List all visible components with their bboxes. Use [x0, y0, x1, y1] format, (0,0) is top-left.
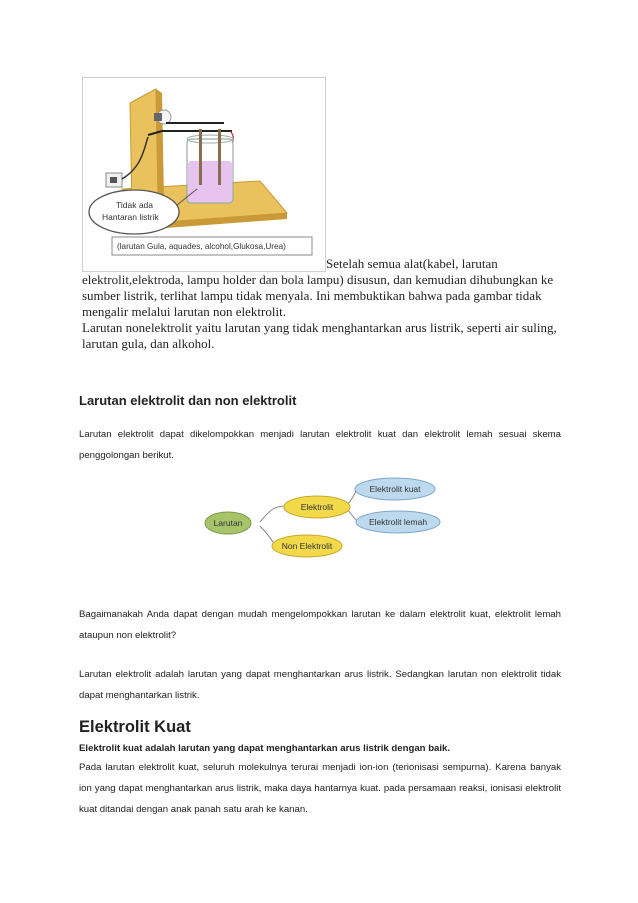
node-elektrolit-label: Elektrolit	[300, 502, 334, 512]
callout-label-top: Tidak ada	[116, 200, 154, 210]
classification-diagram	[190, 470, 450, 560]
electrode-right	[218, 129, 221, 185]
electrode-left	[199, 129, 202, 185]
paragraph-strong-electrolyte-definition: Elektrolit kuat adalah larutan yang dapat menghantarkan arus listrik dengan baik.	[79, 743, 451, 754]
solution-liquid	[188, 161, 232, 202]
figure-caption-inline: Setelah semua alat(kabel, larutan	[326, 256, 498, 271]
paragraph-question: Bagaimanakah Anda dapat dengan mudah mengelompokkan larutan ke dalam elektrolit kuat, elektrolit lemah ataupun non elektrolit?	[79, 609, 561, 641]
solution-list-text: (larutan Gula, aquades, alcohol,Glukosa,Urea)	[117, 242, 286, 251]
paragraph-nonelectrolyte-definition: Larutan nonelektrolit yaitu larutan yang tidak menghantarkan arus listrik, seperti air suling, larutan gula, dan alkohol.	[82, 320, 557, 351]
node-elektrolit-lemah-label: Elektrolit lemah	[368, 517, 428, 527]
section-heading-elektrolit-kuat: Elektrolit Kuat	[79, 718, 191, 736]
paragraph-observation: elektrolit,elektroda, lampu holder dan bola lampu) disusun, dan kemudian dihubungkan ke sumber listrik, terlihat lampu tidak menyala. Ini membuktikan bahwa pada gambar tidak mengalir melalui larutan non elektrolit.	[82, 272, 554, 319]
section-heading-larutan: Larutan elektrolit dan non elektrolit	[79, 393, 297, 408]
paragraph-electrolyte-definition: Larutan elektrolit adalah larutan yang dapat menghantarkan arus listrik. Sedangkan larutan non elektrolit tidak dapat menghantarkan listrik.	[79, 669, 561, 701]
callout-label-bottom: Hantaran listrik	[102, 212, 159, 222]
node-larutan-label: Larutan	[213, 518, 243, 528]
apparatus-figure	[82, 77, 326, 272]
paragraph-classification-intro: Larutan elektrolit dapat dikelompokkan menjadi larutan elektrolit kuat dan elektrolit lemah sesuai skema penggolongan berikut.	[79, 429, 561, 461]
node-non-elektrolit-label: Non Elektrolit	[281, 541, 333, 551]
paragraph-strong-electrolyte-explanation: Pada larutan elektrolit kuat, seluruh molekulnya terurai menjadi ion-ion (terionisasi sempurna). Karena banyak ion yang dapat menghantarkan arus listrik, maka daya hantarnya kuat. pada persamaan reaksi, ionisasi elektrolit kuat ditandai dengan anak panah satu arah ke kanan.	[79, 762, 561, 815]
node-elektrolit-kuat-label: Elektrolit kuat	[369, 484, 421, 494]
